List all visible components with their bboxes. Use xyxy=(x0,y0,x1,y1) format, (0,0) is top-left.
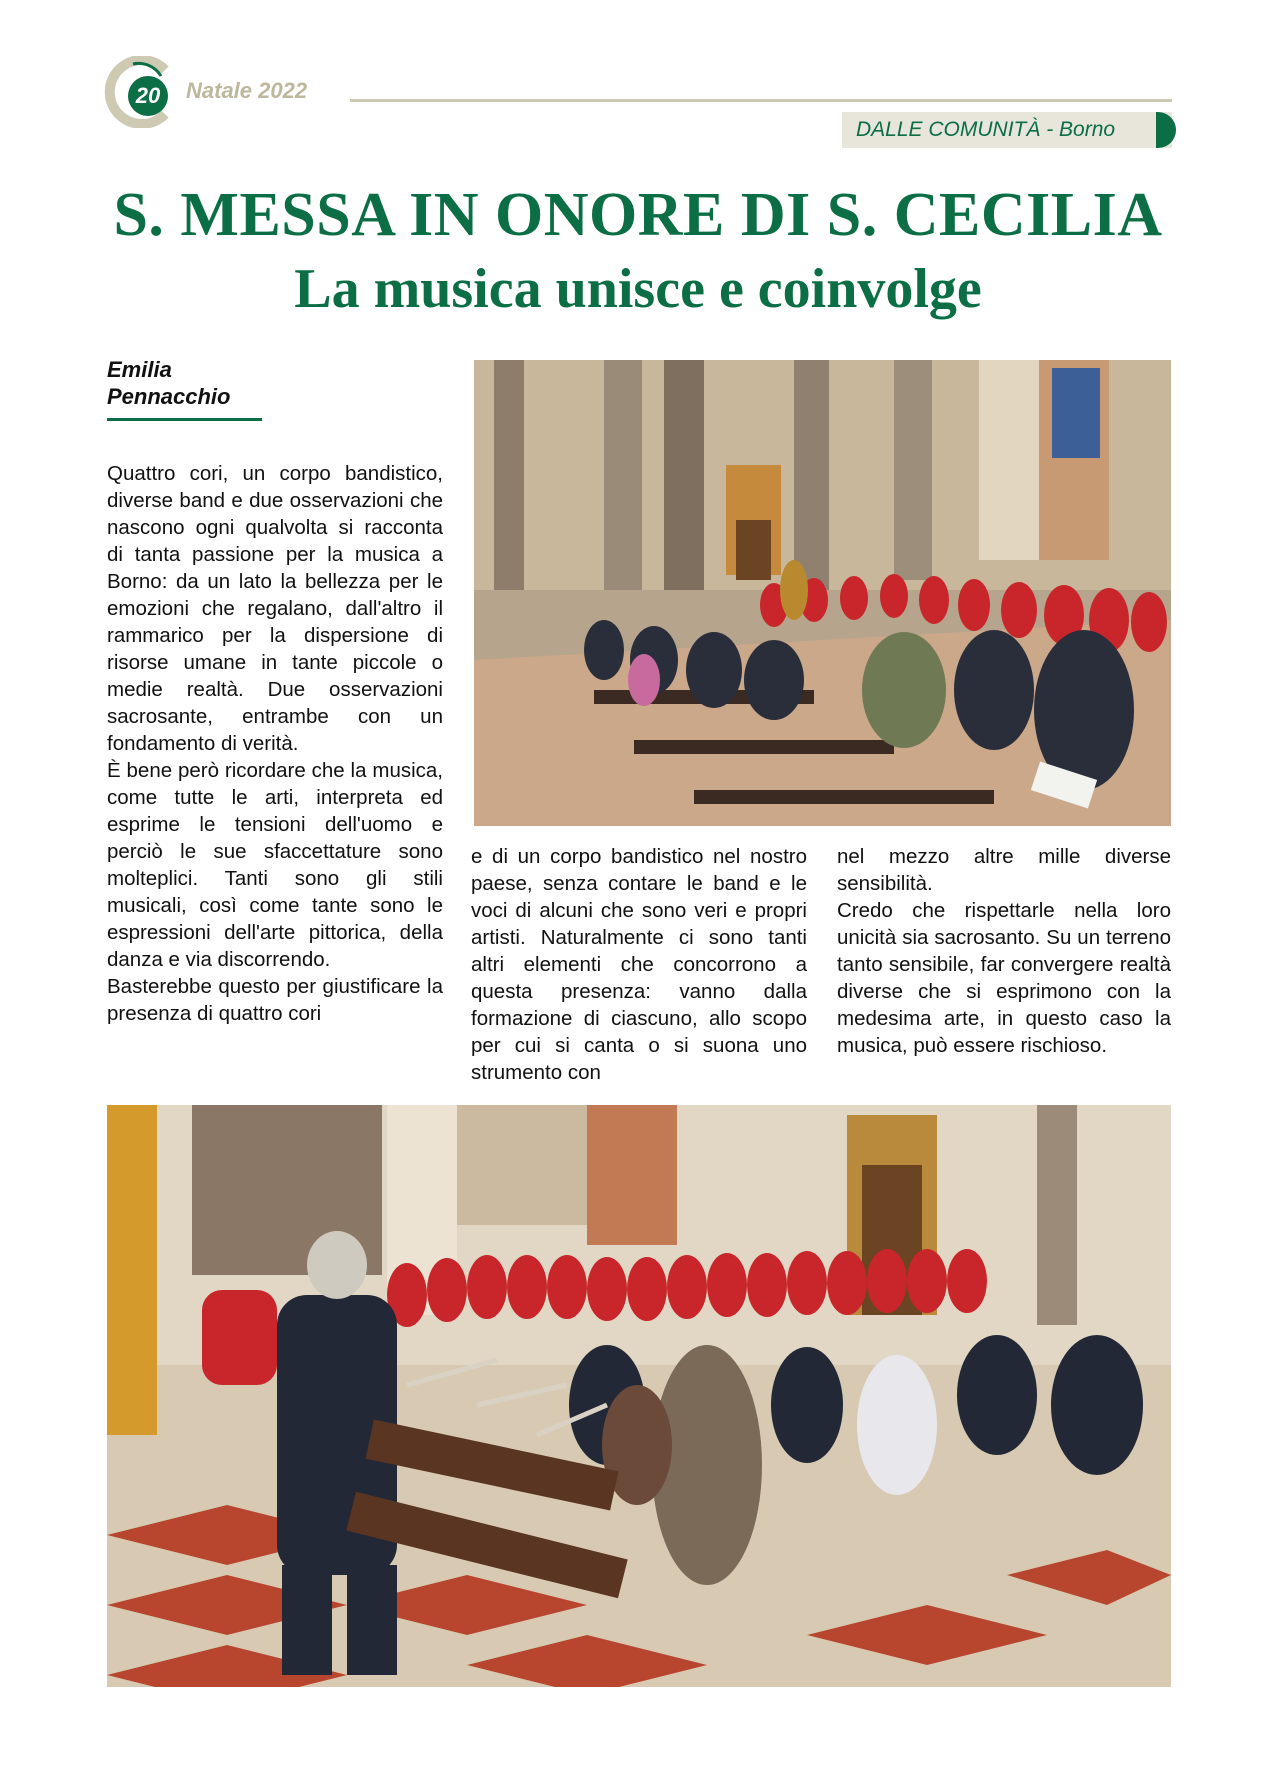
photo-choir-in-church xyxy=(474,360,1171,826)
issue-label: Natale 2022 xyxy=(186,78,308,103)
page-number: 20 xyxy=(128,76,168,116)
article-subtitle: La musica unisce e coinvolge xyxy=(294,258,982,320)
author-underline xyxy=(107,418,262,421)
text-column-3 xyxy=(837,843,1171,1059)
section-tag-cap xyxy=(1156,112,1176,148)
text-column-1 xyxy=(107,460,443,1027)
paragraph: Basterebbe questo per giustificare la presenza di quattro cori xyxy=(107,975,443,1025)
paragraph: Credo che rispettarle nella loro unicità sia sacrosanto. Su un terreno tanto sensibile, far convergere realtà diverse che si esprimono con la medesima arte, in questo caso la musica, può essere rischioso. xyxy=(837,899,1171,1057)
section-label: DALLE COMUNITÀ - Borno xyxy=(856,118,1116,141)
article-author: Emilia Pennacchio xyxy=(107,357,231,409)
photo-conductor-and-band xyxy=(107,1105,1171,1687)
paragraph: È bene però ricordare che la musica, come tutte le arti, interpreta ed esprime le tensioni dell'uomo e perciò le sue sfaccettature sono molteplici. Tanti sono gli stili musicali, così come tante sono le espressioni dell'arte pittorica, della danza e via discorrendo. xyxy=(107,759,443,971)
paragraph: Quattro cori, un corpo bandistico, diverse band e due osservazioni che nascono ogni qualvolta si racconta di tanta passione per la musica a Borno: da un lato la bellezza per le emozioni che regalano, dall'altro il rammarico per la dispersione di risorse umane in tante piccole o medie realtà. Due osservazioni sacrosante, entrambe con un fondamento di verità. xyxy=(107,462,443,755)
article-title: S. MESSA IN ONORE DI S. CECILIA xyxy=(113,181,1163,249)
header-divider xyxy=(350,99,1172,102)
paragraph: nel mezzo altre mille diverse sensibilità. xyxy=(837,845,1171,895)
section-tag xyxy=(842,112,1172,148)
paragraph: e di un corpo bandistico nel nostro paese, senza contare le band e le voci di alcuni che sono veri e propri artisti. Naturalmente ci sono tanti altri elementi che concorrono a questa presenza: vanno dalla formazione di ciascuno, allo scopo per cui si canta o si suona uno strumento con xyxy=(471,845,807,1084)
text-column-2 xyxy=(471,843,807,1086)
